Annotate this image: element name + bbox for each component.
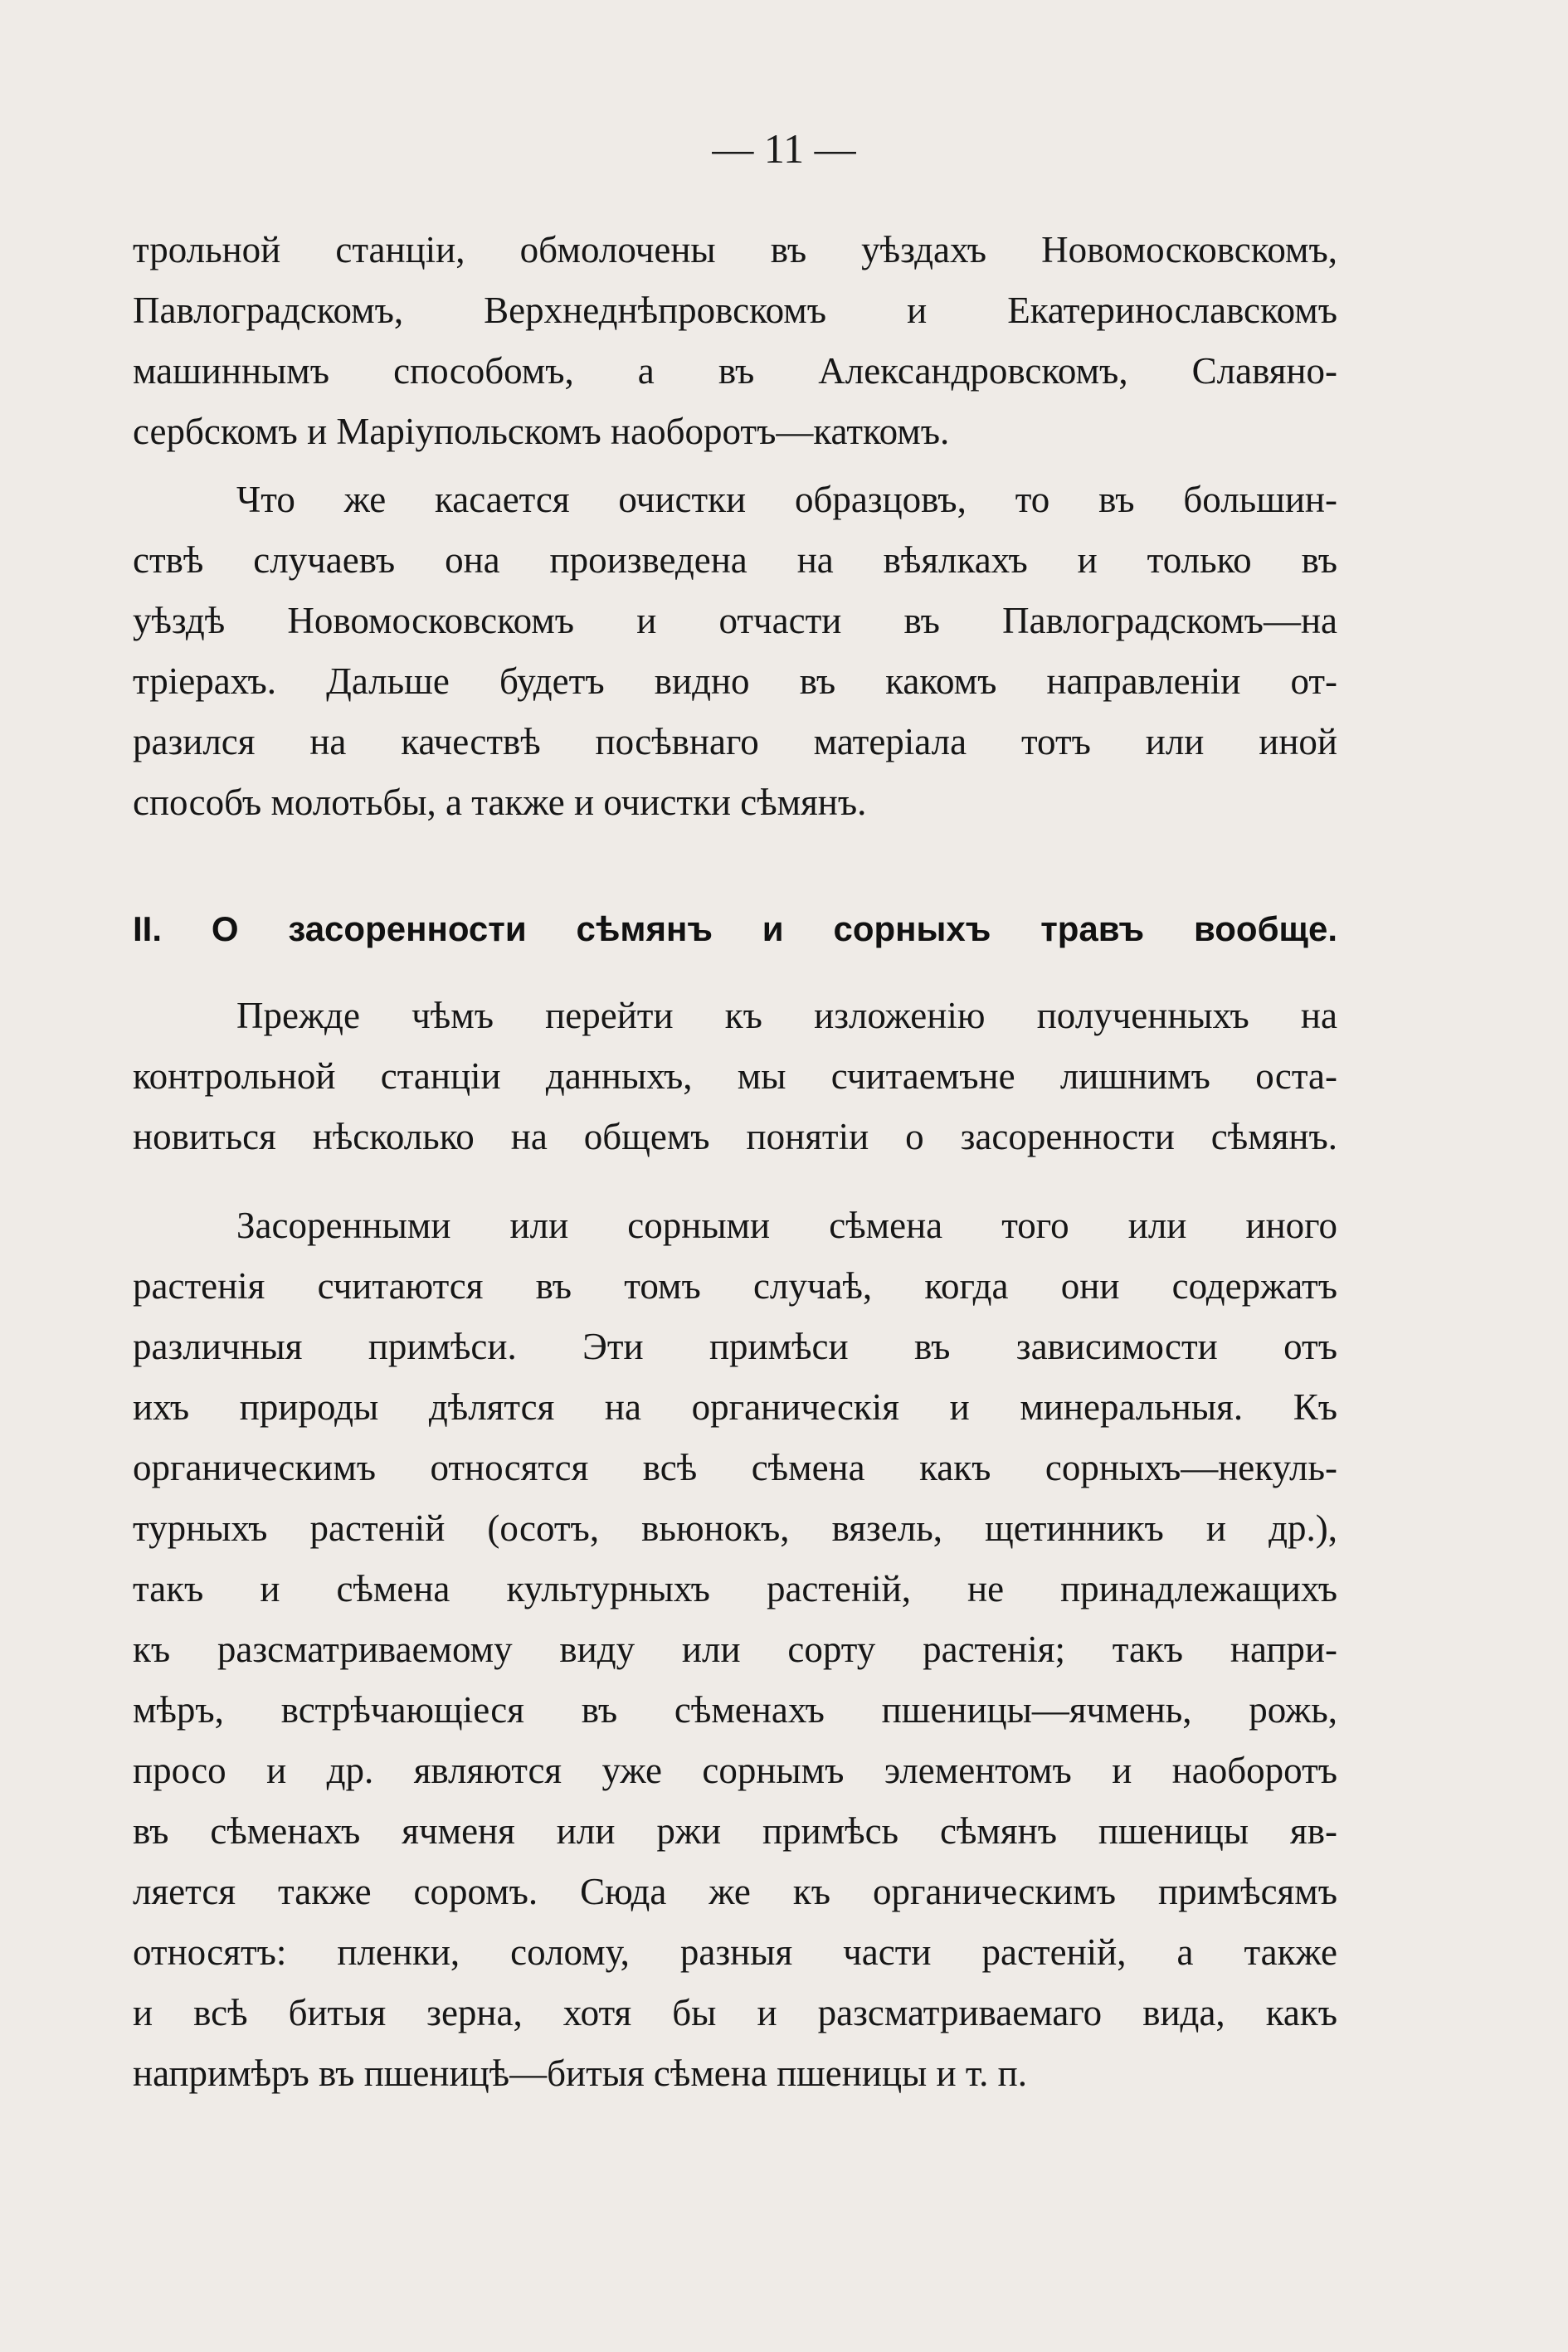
text-line: ляется также соромъ. Сюда же къ органическимъ примѣсямъ bbox=[133, 1871, 1337, 1912]
text-line: способъ молотьбы, а также и очистки сѣмянъ. bbox=[133, 782, 867, 823]
text-line: Прежде чѣмъ перейти къ изложенію полученныхъ на bbox=[236, 995, 1337, 1036]
paragraph-cleaning bbox=[133, 470, 1337, 833]
page-number: — 11 — bbox=[712, 125, 856, 172]
text-line: и всѣ битыя зерна, хотя бы и разсматриваемаго вида, какъ bbox=[133, 1992, 1337, 2033]
text-line: сербскомъ и Маріупольскомъ наоборотъ—каткомъ. bbox=[133, 411, 950, 452]
text-line: ихъ природы дѣлятся на органическія и минеральныя. Къ bbox=[133, 1386, 1337, 1428]
paragraph-impurities bbox=[133, 1195, 1337, 2104]
text-line: разился на качествѣ посѣвнаго матеріала тотъ или иной bbox=[133, 721, 1337, 762]
text-line: такъ и сѣмена культурныхъ растеній, не принадлежащихъ bbox=[133, 1568, 1337, 1609]
text-line: турныхъ растеній (осотъ, вьюнокъ, вязель, щетинникъ и др.), bbox=[133, 1507, 1337, 1549]
text-line: Что же касается очистки образцовъ, то въ большин- bbox=[236, 479, 1337, 520]
text-line: органическимъ относятся всѣ сѣмена какъ сорныхъ—некуль- bbox=[133, 1447, 1337, 1488]
text-line: новиться нѣсколько на общемъ понятіи о засоренности сѣмянъ. bbox=[133, 1116, 1337, 1157]
text-line: Засоренными или сорными сѣмена того или иного bbox=[236, 1205, 1337, 1246]
section-heading: II. О засоренности сѣмянъ и сорныхъ травъ вообще. bbox=[133, 909, 1337, 948]
text-line: относятъ: пленки, солому, разныя части растеній, а также bbox=[133, 1931, 1337, 1973]
text-line: уѣздѣ Новомосковскомъ и отчасти въ Павлоградскомъ—на bbox=[133, 600, 1337, 641]
text-line: машиннымъ способомъ, а въ Александровскомъ, Славяно- bbox=[133, 350, 1337, 392]
text-line: къ разсматриваемому виду или сорту растенія; такъ напри- bbox=[133, 1629, 1337, 1670]
text-line: тріерахъ. Дальше будетъ видно въ какомъ направленіи от- bbox=[133, 660, 1337, 702]
paragraph-intro bbox=[133, 986, 1337, 1167]
text-line: мѣръ, встрѣчающіеся въ сѣменахъ пшеницы—ячмень, рожь, bbox=[133, 1689, 1337, 1731]
text-line: Павлоградскомъ, Верхнеднѣпровскомъ и Екатеринославскомъ bbox=[133, 290, 1337, 331]
text-line: просо и др. являются уже сорнымъ элементомъ и наоборотъ bbox=[133, 1750, 1337, 1791]
text-line: различныя примѣси. Эти примѣси въ зависимости отъ bbox=[133, 1326, 1337, 1367]
paragraph-continuation bbox=[133, 220, 1337, 462]
text-line: напримѣръ въ пшеницѣ—битыя сѣмена пшеницы и т. п. bbox=[133, 2053, 1027, 2094]
text-line: растенія считаются въ томъ случаѣ, когда они содержатъ bbox=[133, 1265, 1337, 1307]
text-line: трольной станціи, обмолочены въ уѣздахъ Новомосковскомъ, bbox=[133, 229, 1337, 270]
text-line: контрольной станціи данныхъ, мы считаемъне лишнимъ оста- bbox=[133, 1055, 1337, 1097]
text-line: въ сѣменахъ ячменя или ржи примѣсь сѣмянъ пшеницы яв- bbox=[133, 1810, 1337, 1852]
text-line: ствѣ случаевъ она произведена на вѣялкахъ и только въ bbox=[133, 539, 1337, 581]
